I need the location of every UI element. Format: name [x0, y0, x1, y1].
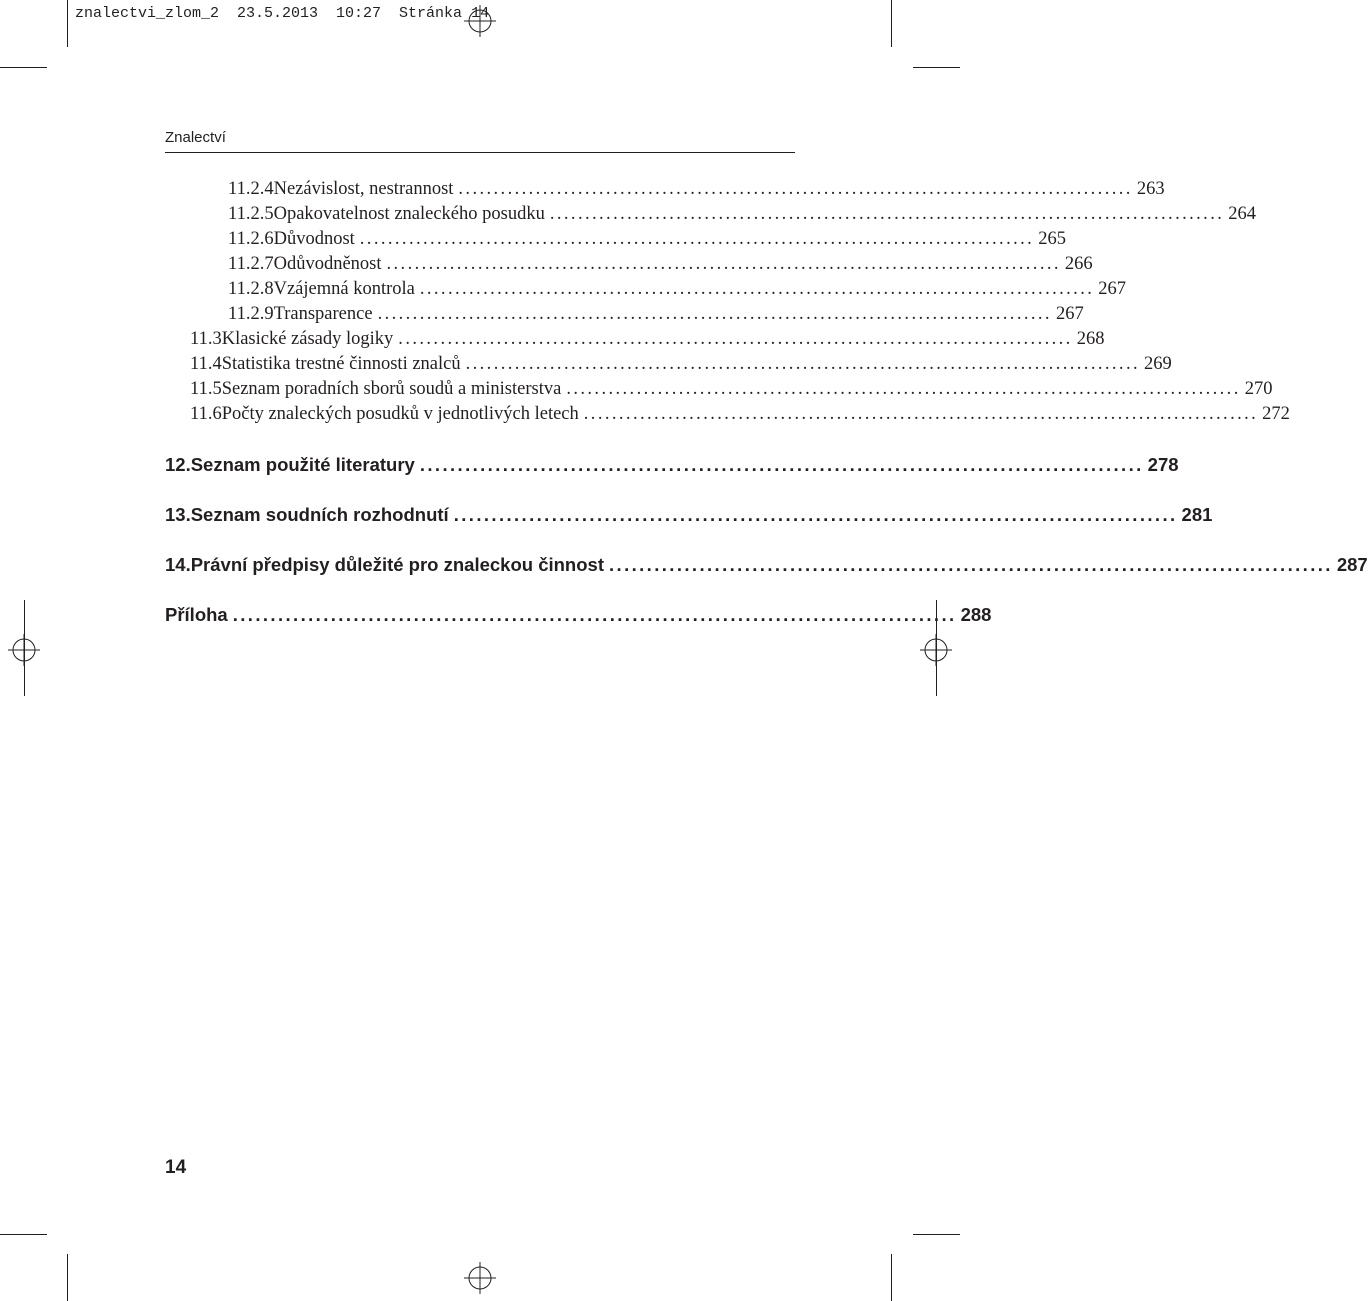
toc-entry[interactable]: [228, 202, 1256, 226]
toc-leader-dots: ................................................................................................: [608, 554, 1333, 575]
toc-entry[interactable]: [228, 277, 1126, 301]
toc-entry-page: 266: [1064, 254, 1093, 274]
toc-entry-number: 11.6: [190, 404, 222, 424]
toc-entry-number: 11.5: [190, 379, 222, 399]
toc-leader-dots: ................................................................................................: [583, 404, 1259, 424]
toc-entry-page: 264: [1228, 204, 1256, 224]
toc-entry[interactable]: [228, 252, 1093, 276]
toc-entry-page: 269: [1144, 354, 1172, 374]
toc-entry-number: 12.: [165, 454, 191, 475]
toc-entry-page: 267: [1098, 279, 1126, 299]
crop-mark: [67, 1254, 68, 1301]
toc-chapter-entry[interactable]: [165, 452, 1179, 478]
crop-mark: [0, 1234, 47, 1235]
toc-entry-title: Seznam poradních sborů soudů a ministerstva: [221, 379, 562, 399]
crop-mark: [0, 67, 47, 68]
crop-mark: [67, 0, 68, 47]
toc-leader-dots: ................................................................................................: [453, 504, 1178, 525]
toc-entry-title: Seznam soudních rozhodnutí: [190, 504, 449, 525]
page-number: 14: [165, 1157, 187, 1178]
toc-chapter-entry[interactable]: [165, 552, 1368, 578]
toc-entry-number: 11.2.4: [228, 179, 274, 199]
toc-entry-number: 11.2.9: [228, 304, 274, 324]
toc-leader-dots: ................................................................................................: [458, 179, 1133, 199]
toc-entry-title: Klasické zásady logiky: [221, 329, 394, 349]
toc-entry-number: 11.2.6: [228, 229, 274, 249]
toc-entry-number: 14.: [165, 554, 191, 575]
header-rule: [165, 152, 795, 153]
toc-entry[interactable]: [228, 302, 1084, 326]
toc-leader-dots: ................................................................................................: [419, 279, 1095, 299]
crop-mark: [913, 1234, 960, 1235]
toc-leader-dots: ................................................................................................: [419, 454, 1144, 475]
toc-entry-title: Nezávislost, nestrannost: [273, 179, 454, 199]
toc-entry-page: 278: [1147, 454, 1179, 475]
toc-entry-title: Vzájemná kontrola: [273, 279, 415, 299]
toc-entry-page: 272: [1262, 404, 1290, 424]
toc-leader-dots: ................................................................................................: [566, 379, 1241, 399]
toc-entry-number: 11.2.7: [228, 254, 274, 274]
toc-entry[interactable]: [190, 402, 1290, 426]
toc-entry-page: 265: [1038, 229, 1066, 249]
toc-entry-title: Transparence: [273, 304, 373, 324]
toc-entry[interactable]: [228, 227, 1066, 251]
toc-entry-number: 11.4: [190, 354, 222, 374]
toc-entry-number: 11.2.5: [228, 204, 274, 224]
toc-leader-dots: ................................................................................................: [398, 329, 1073, 349]
toc-entry-title: Seznam použité literatury: [190, 454, 415, 475]
toc-entry-page: 287: [1336, 554, 1368, 575]
toc-entry-page: 270: [1244, 379, 1273, 399]
toc-entry-page: 288: [960, 604, 992, 625]
crop-mark: [891, 0, 892, 47]
toc-entry-page: 263: [1136, 179, 1165, 199]
toc-entry-number: 11.2.8: [228, 279, 274, 299]
running-head: Znalectví: [165, 129, 226, 146]
toc-entry-page: 268: [1076, 329, 1105, 349]
toc-entry-page: 267: [1055, 304, 1084, 324]
print-slug-line: znalectvi_zlom_2 23.5.2013 10:27 Stránka 14: [75, 5, 490, 22]
toc-entry[interactable]: [190, 327, 1105, 351]
toc-entry-page: 281: [1181, 504, 1213, 525]
toc-leader-dots: ................................................................................................: [359, 229, 1035, 249]
toc-leader-dots: ................................................................................................: [549, 204, 1225, 224]
registration-mark-icon: [464, 5, 496, 37]
toc-entry-title: Právní předpisy důležité pro znaleckou činnost: [190, 554, 604, 575]
toc-leader-dots: ................................................................................................: [465, 354, 1141, 374]
crop-mark: [913, 67, 960, 68]
toc-entry-number: 13.: [165, 504, 191, 525]
crop-mark: [24, 600, 25, 696]
toc-entry-title: Počty znaleckých posudků v jednotlivých letech: [221, 404, 579, 424]
toc-leader-dots: ................................................................................................: [386, 254, 1061, 274]
toc-entry-title: Důvodnost: [273, 229, 355, 249]
toc-leader-dots: ................................................................................................: [232, 604, 957, 625]
toc-chapter-entry[interactable]: [165, 602, 992, 628]
toc-leader-dots: ................................................................................................: [377, 304, 1052, 324]
toc-entry-title: Opakovatelnost znaleckého posudku: [273, 204, 545, 224]
toc-entry-title: Statistika trestné činnosti znalců: [221, 354, 461, 374]
toc-entry[interactable]: [228, 177, 1165, 201]
registration-mark-icon: [464, 1262, 496, 1294]
toc-entry-number: 11.3: [190, 329, 222, 349]
toc-entry-title: Příloha: [165, 604, 228, 625]
toc-entry-title: Odůvodněnost: [273, 254, 382, 274]
toc-entry[interactable]: [190, 352, 1172, 376]
toc-entry[interactable]: [190, 377, 1273, 401]
crop-mark: [891, 1254, 892, 1301]
toc-chapter-entry[interactable]: [165, 502, 1213, 528]
